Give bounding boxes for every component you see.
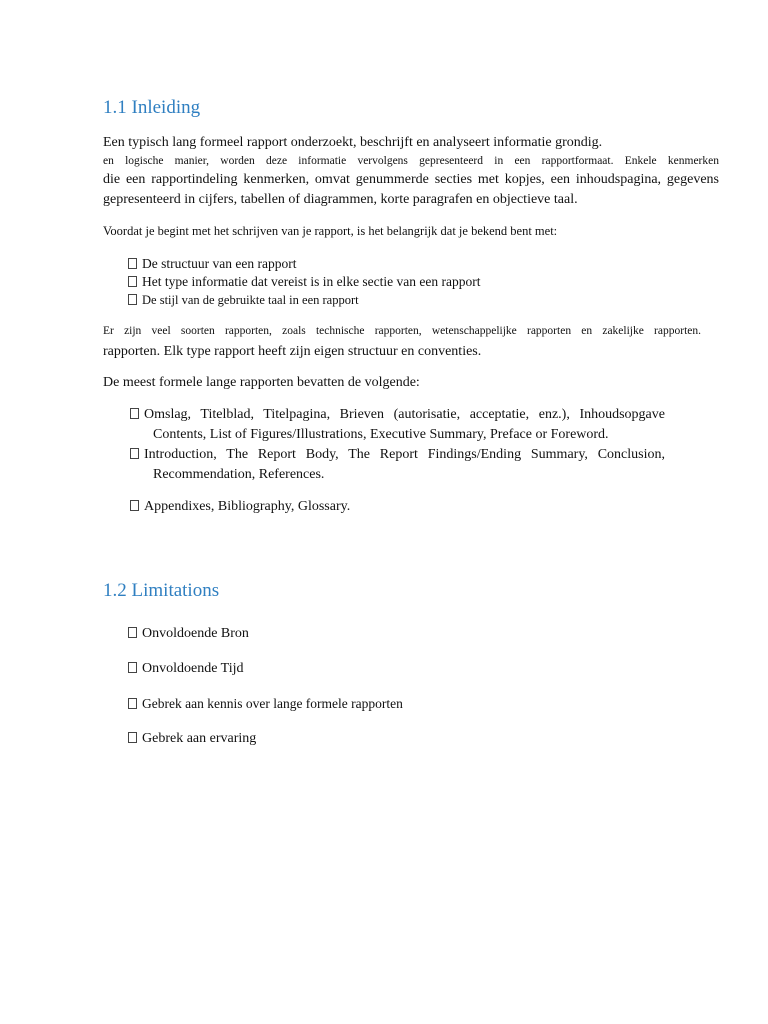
checkbox-bullet-icon <box>128 276 137 287</box>
limitation-item: Onvoldoende Tijd <box>128 659 244 679</box>
intro-line-1: Een typisch lang formeel rapport onderzoekt, beschrijft en analyseert informatie grondig. <box>103 135 603 150</box>
list-item: Introduction, The Report Body, The Report Findings/Ending Summary, Conclusion, <box>130 445 665 465</box>
list-item: De stijl van de gebruikte taal in een rapport <box>128 290 359 310</box>
checkbox-bullet-icon <box>130 500 139 511</box>
list-item: Omslag, Titelblad, Titelpagina, Brieven (autorisatie, acceptatie, enz.), Inhoudsopgave <box>130 405 665 425</box>
kinds-line-1: Er zijn veel soorten rapporten, zoals technische rapporten, wetenschappelijke rapporten en zakelijke rapporten. <box>103 325 701 337</box>
checkbox-bullet-icon <box>128 732 137 743</box>
section-heading-inleiding: 1.1 Inleiding <box>103 97 201 118</box>
list-item-continuation: Recommendation, References. <box>153 467 325 482</box>
intro-line-2: en logische manier, worden deze informatie vervolgens gepresenteerd in een rapportformaat. Enkele kenmerken <box>103 155 719 167</box>
checkbox-bullet-icon <box>128 294 137 305</box>
limitation-item: Onvoldoende Bron <box>128 624 249 644</box>
list-item-continuation: Contents, List of Figures/Illustrations, Executive Summary, Preface or Foreword. <box>153 427 609 442</box>
limitation-item: Gebrek aan kennis over lange formele rapporten <box>128 694 403 714</box>
before-you-start-text: Voordat je begint met het schrijven van je rapport, is het belangrijk dat je bekend bent met: <box>103 224 558 238</box>
limitation-item: Gebrek aan ervaring <box>128 729 256 749</box>
checkbox-bullet-icon <box>130 408 139 419</box>
section-heading-limitations: 1.2 Limitations <box>103 580 220 601</box>
list-item: De structuur van een rapport <box>128 254 296 274</box>
intro-line-3: die een rapportindeling kenmerken, omvat genummerde secties met kopjes, een inhoudspagina, gegevens <box>103 172 719 187</box>
checkbox-bullet-icon <box>128 662 137 673</box>
checkbox-bullet-icon <box>130 448 139 459</box>
checkbox-bullet-icon <box>128 258 137 269</box>
contains-intro-text: De meest formele lange rapporten bevatten de volgende: <box>103 375 420 390</box>
list-item: Appendixes, Bibliography, Glossary. <box>130 497 350 517</box>
intro-line-4: gepresenteerd in cijfers, tabellen of diagrammen, korte paragrafen en objectieve taal. <box>103 192 578 207</box>
kinds-line-2: rapporten. Elk type rapport heeft zijn eigen structuur en conventies. <box>103 344 482 359</box>
checkbox-bullet-icon <box>128 698 137 709</box>
checkbox-bullet-icon <box>128 627 137 638</box>
list-item: Het type informatie dat vereist is in elke sectie van een rapport <box>128 272 481 292</box>
